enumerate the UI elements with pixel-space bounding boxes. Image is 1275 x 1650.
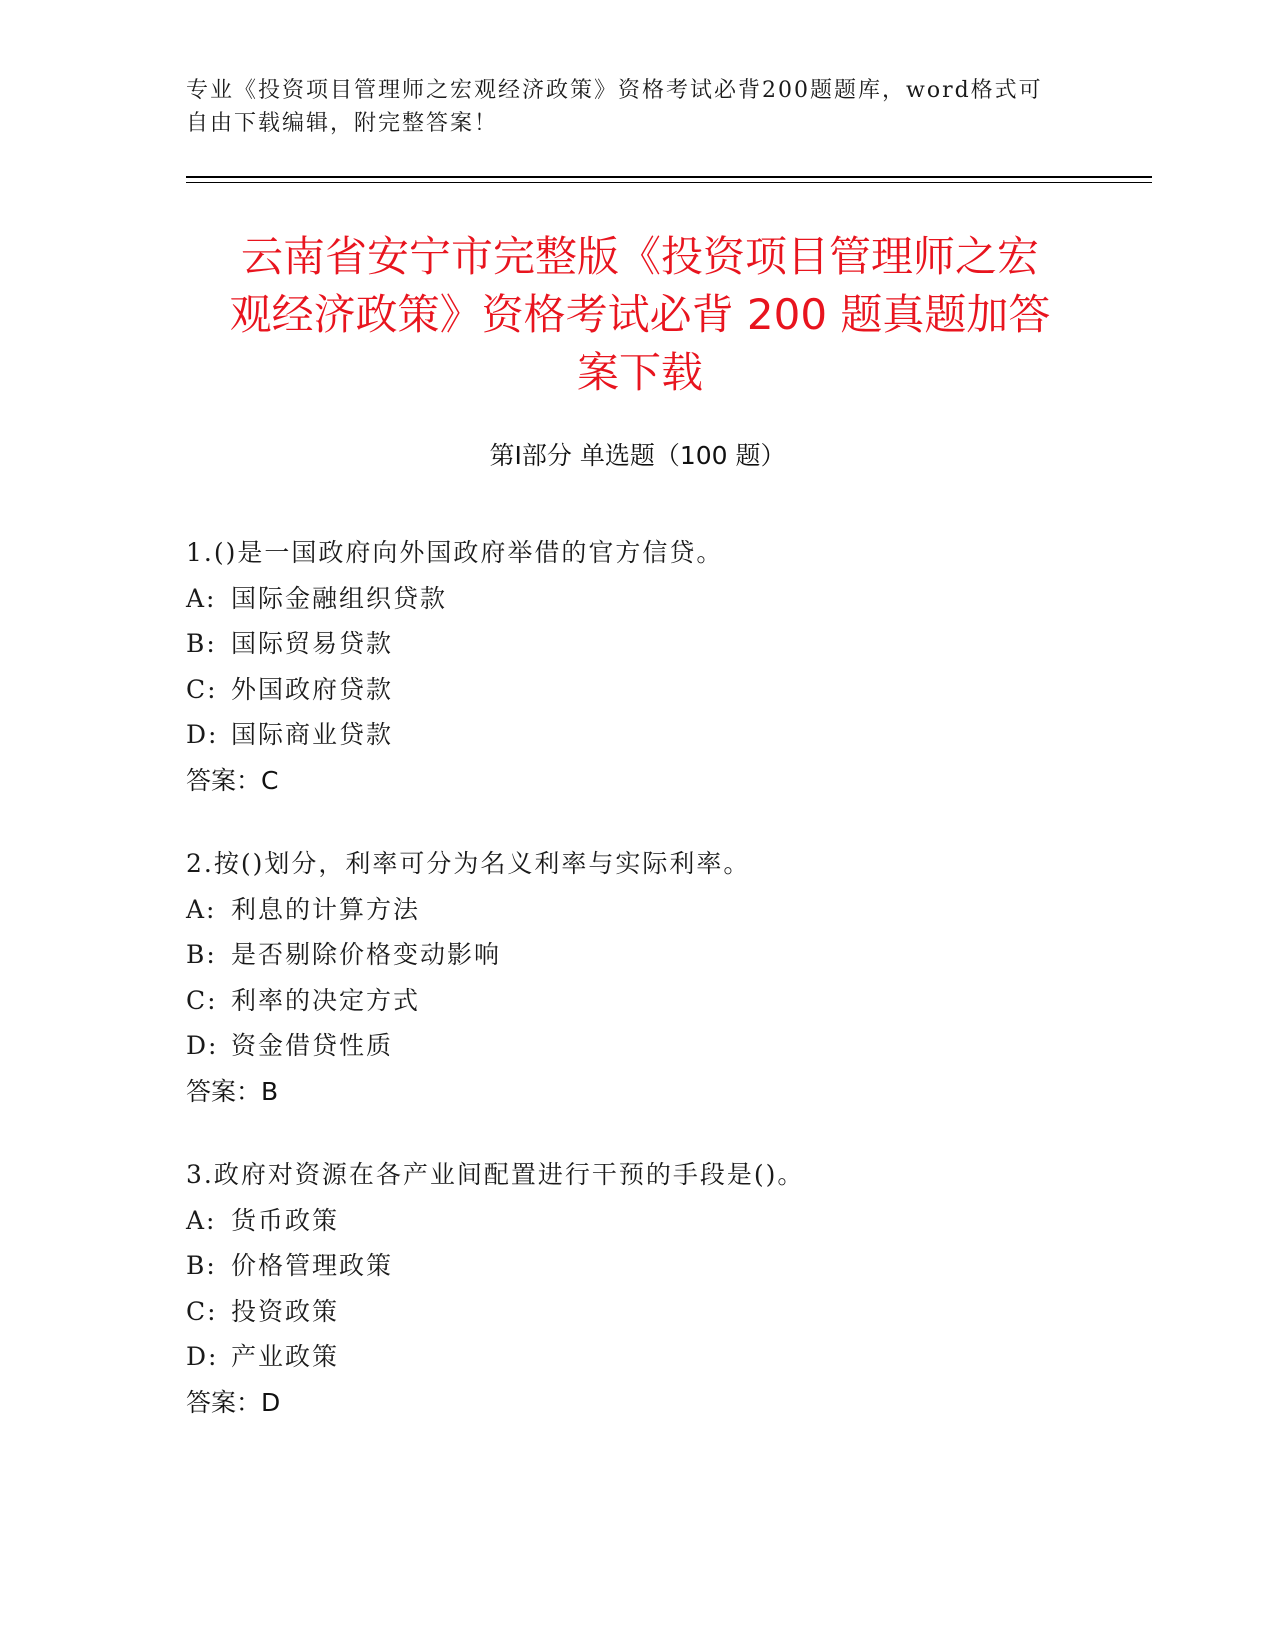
- document-title-line: 观经济政策》资格考试必背 200 题真题加答: [229, 290, 1051, 339]
- option-b: [186, 932, 1126, 978]
- option-text: 资金借贷性质: [231, 1031, 394, 1060]
- question-item: [186, 1152, 1126, 1425]
- option-letter: B:: [186, 629, 217, 658]
- option-d: [186, 1334, 1126, 1380]
- question-stem: 2.按()划分，利率可分为名义利率与实际利率。: [186, 849, 751, 878]
- option-letter: C:: [186, 1296, 218, 1326]
- option-c: [186, 667, 1126, 713]
- option-text: 国际贸易贷款: [231, 629, 394, 658]
- option-letter: B:: [186, 940, 217, 969]
- document-title: [180, 228, 1100, 402]
- option-letter: A:: [186, 583, 217, 613]
- option-letter: D:: [186, 1031, 219, 1060]
- option-text: 国际商业贷款: [231, 720, 394, 749]
- question-list: [186, 530, 1126, 1463]
- option-text: 投资政策: [231, 1296, 340, 1326]
- option-a: [186, 576, 1126, 622]
- option-letter: C:: [186, 674, 218, 704]
- option-c: [186, 1289, 1126, 1335]
- answer-line: 答案：C: [186, 765, 279, 795]
- option-a: [186, 1198, 1126, 1244]
- question-stem: 1.()是一国政府向外国政府举借的官方信贷。: [186, 538, 724, 567]
- header-note-line: 自由下载编辑，附完整答案！: [186, 111, 499, 136]
- option-b: [186, 1243, 1126, 1289]
- document-title-line: 云南省安宁市完整版《投资项目管理师之宏: [240, 232, 1039, 281]
- question-stem: 3.政府对资源在各产业间配置进行干预的手段是()。: [186, 1160, 805, 1189]
- question-item: [186, 841, 1126, 1114]
- option-text: 外国政府贷款: [231, 674, 394, 704]
- option-letter: B:: [186, 1251, 217, 1280]
- answer-line: 答案：D: [186, 1387, 281, 1417]
- option-text: 货币政策: [231, 1205, 340, 1235]
- answer-line: 答案：B: [186, 1076, 279, 1106]
- option-letter: C:: [186, 985, 218, 1015]
- option-text: 是否剔除价格变动影响: [231, 940, 502, 969]
- option-text: 利率的决定方式: [231, 985, 421, 1015]
- question-item: [186, 530, 1126, 803]
- option-d: [186, 1023, 1126, 1069]
- header-divider-thick: [186, 176, 1152, 178]
- header-note-line: 专业《投资项目管理师之宏观经济政策》资格考试必背200题题库，word格式可: [186, 78, 1043, 103]
- option-text: 利息的计算方法: [231, 894, 421, 924]
- section-title: 第Ⅰ部分 单选题（100 题）: [489, 441, 786, 470]
- option-letter: D:: [186, 720, 219, 749]
- option-text: 价格管理政策: [231, 1251, 394, 1280]
- header-divider-thin: [186, 182, 1152, 183]
- document-title-line: 案下载: [576, 348, 703, 397]
- option-letter: D:: [186, 1342, 219, 1371]
- option-a: [186, 887, 1126, 933]
- option-text: 产业政策: [231, 1342, 340, 1371]
- option-letter: A:: [186, 1205, 217, 1235]
- option-d: [186, 712, 1126, 758]
- option-c: [186, 978, 1126, 1024]
- header-note: [186, 74, 1066, 140]
- option-text: 国际金融组织贷款: [231, 583, 448, 613]
- option-letter: A:: [186, 894, 217, 924]
- option-b: [186, 621, 1126, 667]
